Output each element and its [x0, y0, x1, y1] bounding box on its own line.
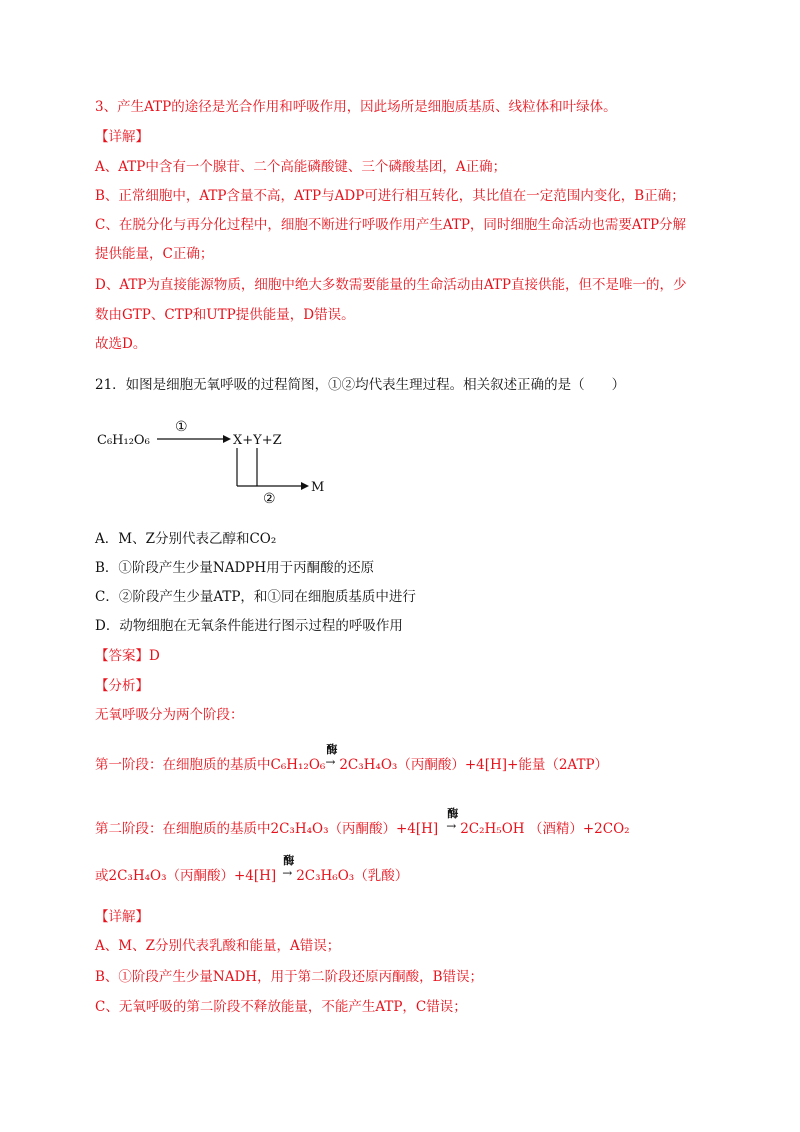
- text-line: A、ATP中含有一个腺苷、二个高能磷酸键、三个磷酸基团，A正确；: [95, 159, 507, 175]
- detail-tag: 【详解】: [95, 909, 149, 925]
- analysis-tag: 【分析】: [95, 678, 149, 694]
- option-a: A．M、Z分别代表乙醇和CO₂: [95, 531, 277, 547]
- question-stem: 21．如图是细胞无氧呼吸的过程简图，①②均代表生理过程。相关叙述正确的是（ ）: [95, 377, 626, 393]
- text-line: B、①阶段产生少量NADH，用于第二阶段还原丙酮酸，B错误；: [95, 969, 483, 985]
- step2-label: ②: [263, 491, 276, 505]
- stage2-right: 2C₂H₅OH （酒精）+2CO₂: [460, 821, 630, 837]
- text-line: C、无氧呼吸的第二阶段不释放能量，不能产生ATP，C错误；: [95, 999, 467, 1015]
- stage2-equation: [95, 807, 630, 838]
- stage2-left: 第二阶段：在细胞质的基质中2C₃H₄O₃（丙酮酸）+4[H]: [95, 821, 439, 837]
- text-line: C、在脱分化与再分化过程中，细胞不断进行呼吸作用产生ATP，同时细胞生命活动也需要ATP分解: [95, 217, 687, 233]
- step1-label: ①: [175, 419, 188, 435]
- enzyme-arrow: 酶 →: [282, 854, 295, 880]
- step1-arrow-head: [223, 435, 231, 443]
- stage3-left: 或2C₃H₄O₃（丙酮酸）+4[H]: [95, 868, 277, 884]
- glucose-label: C₆H₁₂O₆: [97, 433, 150, 448]
- stage1-left: 第一阶段：在细胞质的基质中C₆H₁₂O₆: [95, 757, 326, 773]
- option-c: C．②阶段产生少量ATP，和①同在细胞质基质中进行: [95, 589, 416, 605]
- text-line: D、ATP为直接能源物质，细胞中绝大多数需要能量的生命活动由ATP直接供能，但不是唯一的，少: [95, 277, 687, 293]
- stage3-equation: [95, 854, 409, 885]
- analysis-intro: 无氧呼吸分为两个阶段：: [95, 707, 244, 723]
- text-line: 故选D。: [95, 336, 147, 352]
- text-line: 3、产生ATP的途径是光合作用和呼吸作用，因此场所是细胞质基质、线粒体和叶绿体。: [95, 99, 617, 115]
- enzyme-arrow: 酶 →: [325, 743, 338, 769]
- text-line: 提供能量，C正确；: [95, 246, 214, 262]
- option-d: D．动物细胞在无氧条件能进行图示过程的呼吸作用: [95, 618, 403, 634]
- stage1-equation: [95, 743, 609, 774]
- step2-arrow-head: [301, 482, 309, 490]
- final-label: M: [311, 480, 325, 495]
- text-line: 数由GTP、CTP和UTP提供能量，D错误。: [95, 307, 355, 323]
- respiration-diagram: [95, 415, 355, 505]
- text-line: A、M、Z分别代表乳酸和能量，A错误；: [95, 938, 341, 954]
- option-b: B．①阶段产生少量NADPH用于丙酮酸的还原: [95, 560, 375, 576]
- detail-tag: 【详解】: [95, 129, 149, 145]
- enzyme-arrow: 酶 →: [446, 807, 459, 833]
- answer: 【答案】D: [95, 648, 160, 664]
- products-label: X+Y+Z: [233, 433, 282, 448]
- stage3-right: 2C₃H₆O₃（乳酸）: [296, 868, 409, 884]
- text-line: B、正常细胞中，ATP含量不高，ATP与ADP可进行相互转化，其比值在一定范围内变化，B正确；: [95, 188, 685, 204]
- stage1-right: 2C₃H₄O₃（丙酮酸）+4[H]+能量（2ATP）: [339, 757, 609, 773]
